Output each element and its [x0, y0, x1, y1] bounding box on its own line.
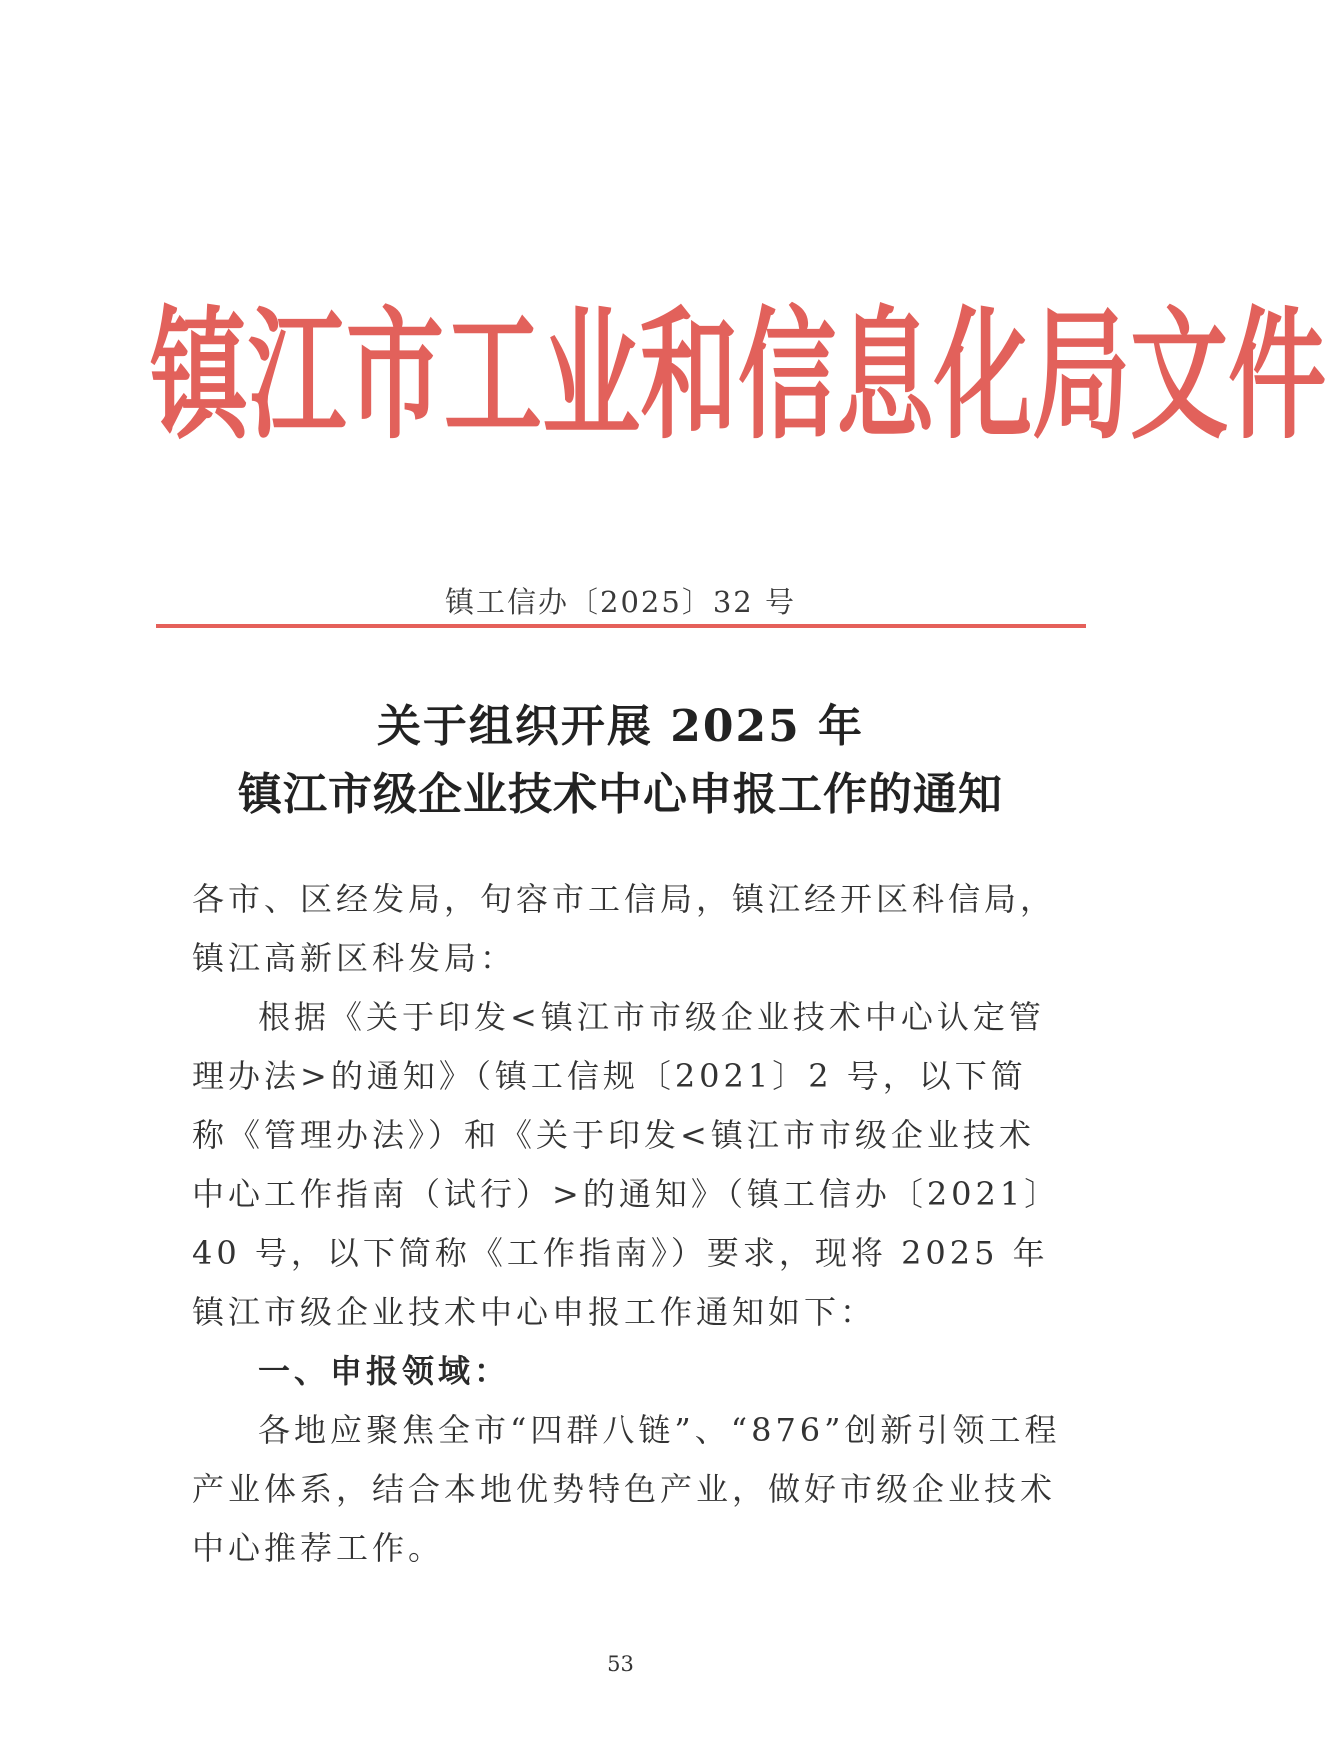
masthead-char: 市 — [346, 294, 445, 460]
masthead-char: 化 — [934, 294, 1033, 460]
masthead-char: 江 — [248, 294, 347, 460]
masthead-char: 息 — [836, 294, 935, 460]
page-number: 53 — [607, 1652, 634, 1676]
red-divider — [156, 624, 1086, 628]
intro-paragraph: 根据《关于印发<镇江市市级企业技术中心认定管理办法>的通知》（镇工信规〔2021〕2 号，以下简称《管理办法》）和《关于印发<镇江市市级企业技术中心工作指南（试行）>的通知》（镇工信办〔2021〕40 号，以下简称《工作指南》）要求，现将 2025 年镇江市级企业技术中心申报工作通知如下： — [192, 998, 1061, 1331]
addressee: 各市、区经发局，句容市工信局，镇江经开区科信局，镇江高新区科发局： — [192, 880, 1057, 977]
masthead-char: 镇 — [150, 294, 249, 460]
masthead-char: 业 — [542, 294, 641, 460]
document-number: 镇工信办〔2025〕32 号 — [445, 585, 796, 619]
section-paragraph: 各地应聚焦全市“四群八链”、“876”创新引领工程产业体系，结合本地优势特色产业，做好市级企业技术中心推荐工作。 — [192, 1411, 1061, 1567]
masthead-char: 信 — [738, 294, 837, 460]
masthead-char: 和 — [640, 294, 739, 460]
notice-title-line-2: 镇江市级企业技术中心申报工作的通知 — [238, 769, 1003, 820]
masthead-title — [150, 292, 1326, 462]
section-heading: 一、申报领域： — [258, 1352, 511, 1390]
notice-title-line-1: 关于组织开展 2025 年 — [376, 701, 865, 752]
masthead-char: 文 — [1130, 294, 1229, 460]
masthead-char: 件 — [1228, 294, 1326, 460]
notice-body — [192, 870, 1062, 1578]
masthead-char: 局 — [1032, 294, 1131, 460]
masthead-char: 工 — [444, 294, 543, 460]
